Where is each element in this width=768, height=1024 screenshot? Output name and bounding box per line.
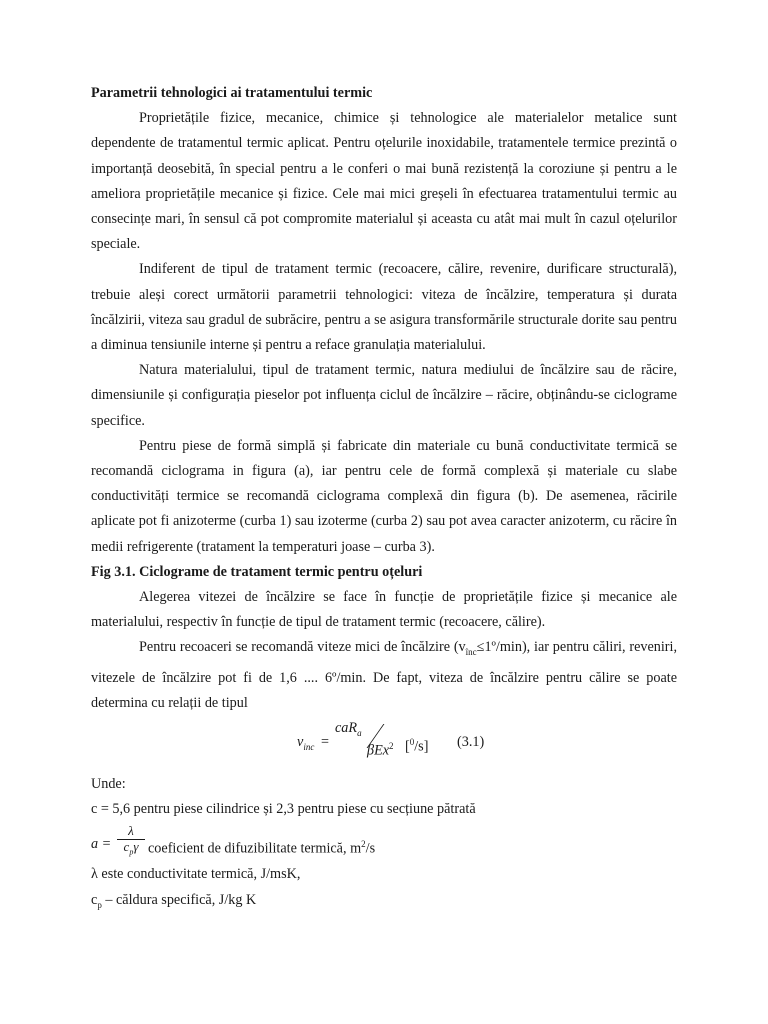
- rates-v-subscript: înc: [465, 647, 477, 658]
- formula-denominator-sup: 2: [389, 740, 394, 751]
- a-definition: [91, 824, 677, 860]
- unde-label: Unde:: [91, 775, 126, 792]
- formula-3-1: [91, 718, 677, 766]
- lambda-definition: λ este conductivitate termică, J/msK,: [91, 866, 301, 883]
- a-definition-lhs: a =: [91, 836, 112, 853]
- formula-unit: [405, 730, 428, 760]
- formula-numerator-text: caR: [335, 719, 358, 736]
- rates-text-end: ≤1º/min), iar pentru căliri, reveniri, vitezele de încălzire pot fi de 1,6 .... 6º/min. De fapt, viteza de încălzire pentru călire se poate determina cu relații de tipul: [91, 639, 678, 711]
- document-page: [91, 81, 677, 918]
- formula-equals: =: [321, 733, 330, 750]
- cp-c: c: [91, 891, 98, 908]
- rates-text-start: Pentru recoaceri se recomandă viteze mici de încălzire (v: [139, 639, 466, 656]
- paragraph-3: Natura materialului, tipul de tratament termic, natura mediului de încălzire sau de răcire, dimensiunile și configurația pieselor pot influența ciclul de încălzire – răcire, obținându-se ciclograme specifice.: [91, 362, 677, 429]
- formula-unit-sup: 0: [409, 736, 415, 747]
- a-def-text-main: coeficient de difuzibilitate termică, m: [148, 841, 362, 858]
- section-heading: Parametrii tehnologici ai tratamentului termic: [91, 85, 373, 101]
- paragraph-5: Alegerea vitezei de încălzire se face în funcție de proprietățile fizice și mecanice ale materialului, respectiv în funcție de tipul de tratament termic (recoacere, călire).: [91, 589, 677, 631]
- a-def-text-end: /s: [365, 841, 376, 858]
- cp-definition: [91, 888, 677, 918]
- c-definition: c = 5,6 pentru piese cilindrice și 2,3 pentru piese cu secțiune pătrată: [91, 801, 476, 818]
- formula-unit-open: [: [405, 738, 410, 755]
- a-den-c: c: [123, 839, 130, 855]
- a-den-gamma: γ: [133, 839, 139, 855]
- paragraph-4: Pentru piese de formă simplă și fabricate din materiale cu bună conductivitate termică se recomandă ciclograma in figura (a), iar pentru cele de formă complexă și materiale cu slabe conductivități termice se recomandă ciclograma complexă din figura (b). De asemenea, răcirile aplicate pot fi anizoterme (curba 1) sau izoterme (curba 2) sau pot avea caracter anizoterm, cu răcire în medii refrigerente (tratament la temperaturi joase – curba 3).: [91, 437, 677, 555]
- paragraph-1: Proprietățile fizice, mecanice, chimice și tehnologice ale materialelor metalice sunt dependente de tratamentul termic aplicat. Pentru oțelurile inoxidabile, tratamentele termice prezintă o importanță deosebită, în special pentru a le conferi o mai bună rezistență la coroziune și pentru a le ameliora proprietățile mecanice și fizice. Cele mai mici greșeli în efectuarea tratamentului termic au consecințe mari, în sensul că pot compromite materialul și aceasta cu atât mai mult în cazul oțelurilor speciale.: [91, 110, 677, 253]
- paragraph-2: Indiferent de tipul de tratament termic (recoacere, călire, revenire, durificare structurală), trebuie aleși corect următorii parametrii tehnologici: viteza de încălzire, temperatura și durata încălzirii, viteza sau gradul de subrăcire, pentru a se asigura transformările structurale dorite sau pentru a diminua tensiunile interne și pentru a reface granulația materialului.: [91, 261, 677, 354]
- formula-number: (3.1): [457, 733, 485, 750]
- a-fraction-numerator: λ: [117, 824, 145, 840]
- formula-unit-close: /s]: [414, 738, 429, 755]
- formula-denominator-text: βEx: [367, 742, 390, 759]
- cp-rest: – căldura specifică, J/kg K: [101, 891, 257, 908]
- paragraph-6: [91, 635, 677, 715]
- formula-lhs: [297, 730, 314, 760]
- formula-lhs-var: v: [297, 733, 304, 750]
- a-den-sub: p: [129, 847, 134, 857]
- formula-lhs-sub: inc: [303, 741, 315, 752]
- a-def-text-sup: 2: [361, 839, 366, 850]
- figure-caption: Fig 3.1. Ciclograme de tratament termic pentru oțeluri: [91, 563, 423, 580]
- cp-sub: p: [97, 899, 102, 910]
- a-definition-text: [148, 832, 375, 862]
- formula-denominator: [367, 734, 394, 764]
- formula-numerator-sub: a: [357, 727, 362, 738]
- a-fraction-denominator: [117, 840, 145, 860]
- a-definition-fraction: [117, 824, 145, 860]
